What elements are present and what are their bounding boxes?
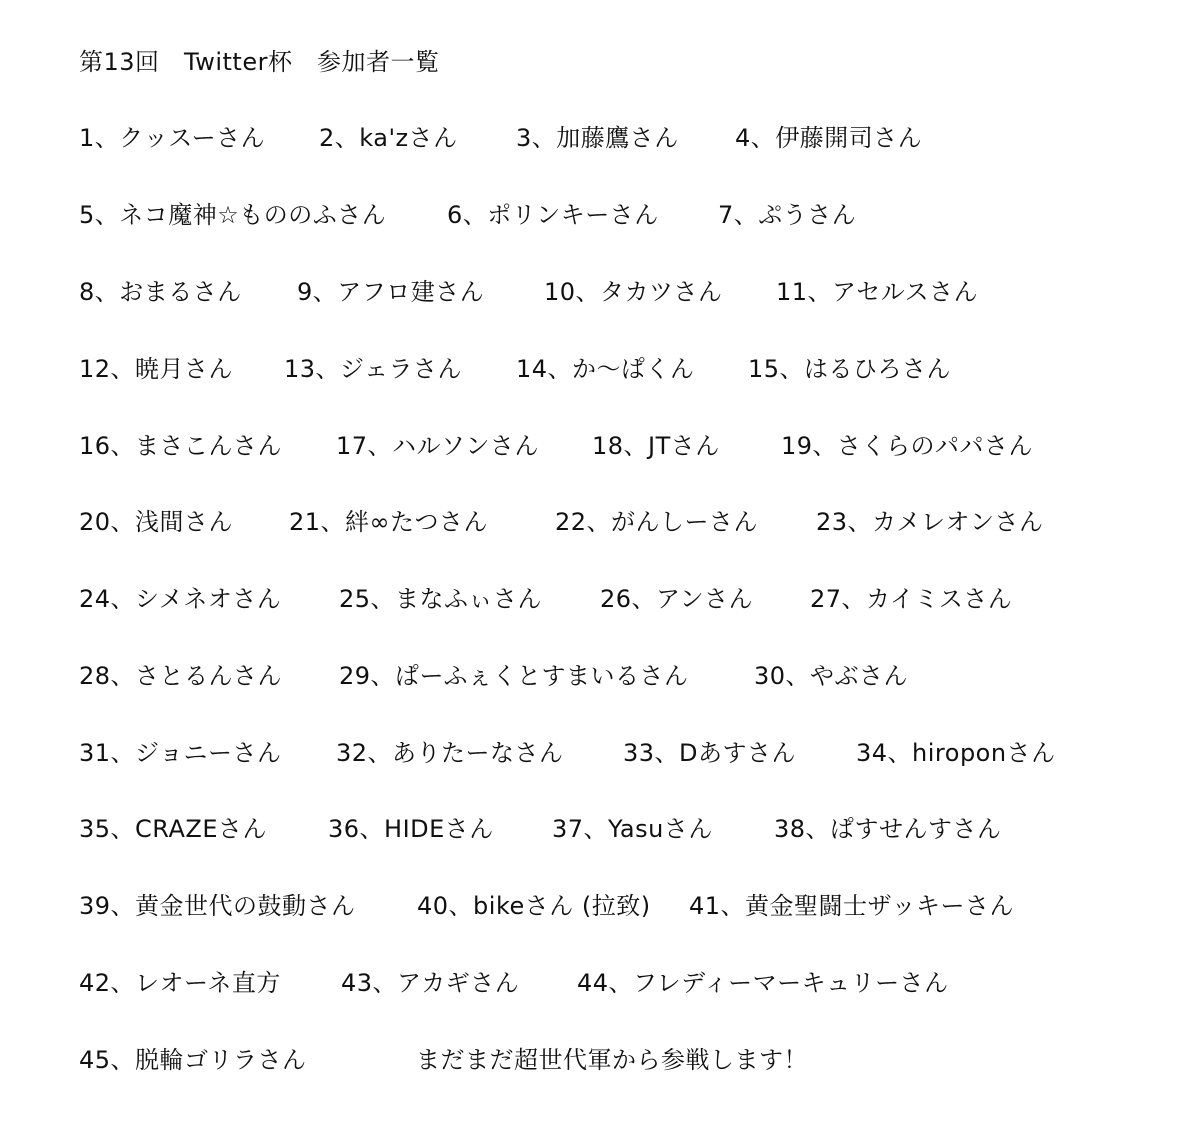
participant-entry: 9、アフロ建さん (297, 278, 485, 306)
participant-entry: 1、クッスーさん (79, 124, 266, 152)
participant-entry: 18、JTさん (592, 432, 720, 460)
participant-entry: 6、ポリンキーさん (447, 201, 659, 229)
closing-note: まだまだ超世代軍から参戦します！ (416, 1046, 808, 1074)
participant-entry: 34、hiroponさん (856, 739, 1056, 767)
participant-entry: 13、ジェラさん (284, 355, 463, 383)
participant-entry: 25、まなふぃさん (339, 585, 543, 613)
participant-entry: 24、シメネオさん (79, 585, 282, 613)
participant-entry: 15、はるひろさん (748, 355, 952, 383)
participant-entry: 26、アンさん (600, 585, 754, 613)
participant-row (79, 198, 1179, 232)
participant-row (79, 505, 1179, 539)
participant-entry: 32、ありたーなさん (336, 739, 564, 767)
participant-entry: 28、さとるんさん (79, 662, 283, 690)
participant-entry: 8、おまるさん (79, 278, 242, 306)
participant-entry: 45、脱輪ゴリラさん (79, 1046, 307, 1074)
participant-row (79, 889, 1179, 923)
participant-row (79, 352, 1179, 386)
participant-entry: 36、HIDEさん (328, 815, 494, 843)
participant-entry: 23、カメレオンさん (816, 508, 1044, 536)
participant-entry: 44、フレディーマーキュリーさん (577, 969, 949, 997)
participant-entry: 14、か〜ぱくん (516, 355, 695, 383)
page-title: 第13回 Twitter杯 参加者一覧 (79, 48, 440, 76)
participant-entry: 10、タカツさん (544, 278, 723, 306)
participant-entry: 40、bikeさん (拉致) (417, 892, 651, 920)
participant-entry: 41、黄金聖闘士ザッキーさん (689, 892, 1015, 920)
participant-row (79, 966, 1179, 1000)
participant-entry: 11、アセルスさん (776, 278, 979, 306)
participant-row (79, 429, 1179, 463)
participant-row (79, 1043, 1179, 1077)
participant-entry: 12、暁月さん (79, 355, 234, 383)
participant-entry: 16、まさこんさん (79, 432, 283, 460)
participant-entry: 43、アカギさん (341, 969, 520, 997)
participant-entry: 2、ka'zさん (319, 124, 458, 152)
participant-entry: 42、レオーネ直方 (79, 969, 281, 997)
participant-row (79, 812, 1179, 846)
participant-entry: 4、伊藤開司さん (735, 124, 923, 152)
participant-entry: 21、絆∞たつさん (289, 508, 489, 536)
participant-row (79, 275, 1179, 309)
participant-entry: 3、加藤鷹さん (516, 124, 679, 152)
participant-entry: 17、ハルソンさん (336, 432, 540, 460)
participant-entry: 19、さくらのパパさん (781, 432, 1034, 460)
participant-entry: 7、ぷうさん (718, 201, 857, 229)
participant-entry: 31、ジョニーさん (79, 739, 282, 767)
participant-entry: 22、がんしーさん (555, 508, 759, 536)
participant-entry: 35、CRAZEさん (79, 815, 268, 843)
participant-entry: 33、Dあすさん (623, 739, 797, 767)
participant-row (79, 582, 1179, 616)
participant-entry: 37、Yasuさん (552, 815, 713, 843)
participant-entry: 30、やぶさん (754, 662, 909, 690)
participant-entry: 20、浅間さん (79, 508, 234, 536)
participant-row (79, 121, 1179, 155)
participant-entry: 38、ぱすせんすさん (774, 815, 1002, 843)
participant-row (79, 736, 1179, 770)
participant-entry: 5、ネコ魔神☆もののふさん (79, 201, 387, 229)
participant-entry: 29、ぱーふぇくとすまいるさん (339, 662, 689, 690)
participant-entry: 27、カイミスさん (810, 585, 1013, 613)
participant-row (79, 659, 1179, 693)
participant-entry: 39、黄金世代の鼓動さん (79, 892, 356, 920)
